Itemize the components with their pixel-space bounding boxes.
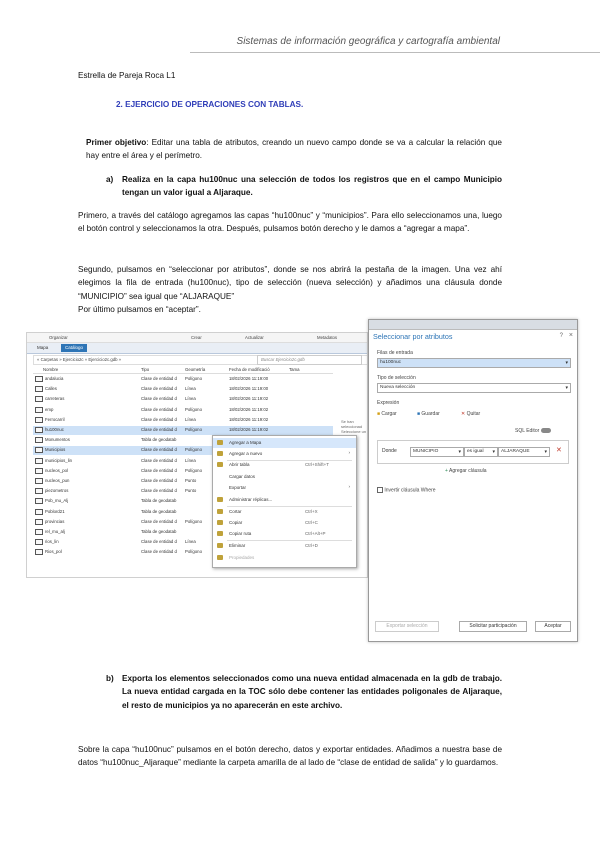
selection-type-select[interactable] [377, 383, 571, 393]
item-b-label: b) [106, 674, 114, 683]
folder-icon: ■ [377, 411, 381, 417]
feature-class-icon [35, 468, 43, 474]
table-cell: Punto [185, 488, 197, 494]
feature-class-icon [35, 519, 43, 525]
cell [229, 407, 268, 412]
table-cell: Monumentos [45, 437, 70, 443]
cell [185, 458, 196, 463]
menu-item-arrow: › [348, 484, 350, 489]
context-menu-item[interactable] [213, 553, 356, 563]
section-title: 2. EJERCICIO DE OPERACIONES CON TABLAS. [116, 100, 304, 109]
table-cell: Clase de entidad d [141, 376, 177, 381]
feature-class-icon [35, 549, 43, 555]
cell [141, 407, 177, 412]
table-cell: Polígono [185, 406, 202, 412]
table-cell: Polígono [185, 549, 202, 555]
context-menu [212, 435, 357, 568]
feature-class-icon [35, 407, 43, 413]
selection-type-value: Nueva selección [380, 385, 416, 390]
context-menu-item[interactable] [213, 541, 356, 551]
menu-item-label: Copiar [229, 520, 243, 525]
cell [35, 549, 62, 555]
table-row[interactable] [33, 375, 333, 384]
menu-item-shortcut: Ctrl+X [305, 509, 318, 514]
table-cell: Tabla de geodatab [141, 529, 177, 534]
cell [141, 447, 177, 452]
close-icon[interactable]: × [568, 332, 573, 339]
catalog-screenshot [26, 332, 368, 578]
menu-item-label: Administrar réplicas... [229, 497, 273, 502]
table-cell: rios_lin [45, 539, 59, 545]
table-cell: emp [45, 406, 54, 412]
menu-item-icon [217, 555, 223, 560]
table-cell: Clase de entidad d [141, 386, 177, 392]
cell [185, 549, 202, 554]
cell [35, 519, 64, 525]
table-row[interactable] [33, 416, 333, 425]
tab-mapa[interactable]: Mapa [37, 345, 49, 350]
cell [35, 376, 63, 382]
table-cell: 18/02/2026 11:19:00 [229, 386, 269, 392]
table-cell: hu100nuc [45, 427, 64, 433]
feature-class-icon [35, 498, 43, 504]
menu-item-icon [217, 543, 223, 548]
cell [229, 427, 268, 432]
cell [185, 386, 196, 391]
ribbon [27, 333, 367, 343]
chevron-down-icon: ▾ [565, 360, 568, 366]
column-geometria[interactable]: Geometría [185, 367, 206, 372]
menu-item-shortcut: Ctrl+D [305, 543, 318, 548]
operator-select[interactable] [464, 447, 498, 457]
cell [35, 427, 64, 433]
table-cell: 18/02/2026 11:19:00 [229, 376, 269, 381]
tab-catalogo[interactable]: Catálogo [61, 344, 87, 352]
ribbon-crear[interactable]: Crear [191, 335, 202, 340]
help-icon[interactable]: ? [559, 333, 563, 339]
table-cell: Línea [185, 386, 196, 392]
cell [35, 437, 70, 443]
ribbon-organizar[interactable]: Organizar [49, 335, 68, 340]
table-cell: Calles [45, 386, 57, 392]
table-header [33, 366, 333, 374]
menu-item-icon [217, 497, 223, 502]
column-tamano[interactable]: Tama [289, 367, 300, 372]
table-cell: 18/02/2026 11:19:02 [229, 406, 269, 412]
feature-class-icon [35, 458, 43, 464]
cell [141, 437, 176, 442]
cell [35, 458, 72, 464]
context-menu-item[interactable] [213, 483, 356, 493]
table-cell: Tabla de geodatab [141, 437, 177, 443]
menu-item-label: Copiar ruta [229, 531, 252, 536]
table-cell: Municipios [45, 447, 66, 453]
remove-icon: ✕ [461, 411, 466, 417]
plus-icon: + [445, 468, 448, 474]
value-select[interactable] [498, 447, 550, 457]
table-row[interactable] [33, 385, 333, 394]
select-by-attributes-dialog [368, 319, 578, 642]
field-select[interactable] [410, 447, 464, 457]
cell [35, 417, 65, 423]
menu-item-icon [217, 462, 223, 467]
table-cell: 18/02/2026 11:19:02 [229, 396, 269, 402]
menu-item-icon [217, 440, 223, 445]
table-cell: Polígono [185, 427, 202, 432]
table-cell: Clase de entidad d [141, 539, 177, 545]
cell [185, 417, 196, 422]
view-tabs [27, 343, 367, 354]
menu-item-shortcut: Ctrl+C [305, 520, 318, 525]
menu-item-icon [217, 531, 223, 536]
cell [141, 509, 176, 514]
cell [141, 417, 177, 422]
table-cell: Línea [185, 416, 196, 422]
cell [141, 529, 176, 534]
cell [185, 376, 202, 381]
input-rows-label: Filas de entrada [377, 350, 413, 356]
table-cell: Polígono [185, 376, 202, 381]
menu-item-arrow: › [348, 450, 350, 455]
menu-item-icon [217, 520, 223, 525]
feature-class-icon [35, 509, 43, 515]
paragraph-2-final: Por último pulsamos en “aceptar”. [78, 305, 201, 315]
menu-item-label: Cortar [229, 509, 242, 514]
add-clause-label: Agregar cláusula [449, 468, 487, 474]
table-cell: piezometros [45, 488, 69, 494]
item-a [106, 173, 502, 200]
feature-class-icon [35, 529, 43, 535]
cell [35, 539, 59, 545]
cell [35, 478, 69, 484]
feature-class-icon [35, 447, 43, 453]
cell [185, 488, 196, 493]
cell [185, 519, 202, 524]
cell [141, 478, 177, 483]
sql-editor-label: SQL Editor [515, 428, 540, 434]
cell [185, 396, 196, 401]
cell [35, 529, 65, 535]
page-header-title: Sistemas de información geográfica y cartografía ambiental [236, 36, 500, 47]
toggle-icon [541, 428, 551, 433]
invert-label: Invertir cláusula Where [384, 487, 436, 494]
cell [185, 539, 196, 544]
table-cell: Clase de entidad d [141, 447, 177, 453]
field-value: MUNICIPIO [413, 449, 439, 454]
table-cell: nucleos_pol [45, 467, 68, 473]
load-label: Cargar [381, 411, 397, 417]
clause-value: ALJARAQUE [501, 449, 530, 454]
table-cell: Línea [185, 457, 196, 463]
catalog-path[interactable]: « Carpetas » Ejercicio2c » Ejercicio2c.gdb » [33, 355, 368, 365]
cell [35, 396, 64, 402]
table-cell: Tabla de geodatab [141, 508, 177, 514]
feature-class-icon [35, 478, 43, 484]
ribbon-metadatos[interactable]: Metadatos [317, 335, 338, 340]
feature-class-icon [35, 539, 43, 545]
menu-item-label: Agregar a nuevo [229, 451, 263, 456]
cell [141, 549, 177, 554]
item-a-label: a) [106, 175, 114, 184]
cell [229, 396, 268, 401]
selection-type-label: Tipo de selección [377, 375, 416, 381]
input-rows-value: hu100nuc [380, 360, 402, 365]
table-cell: Clase de entidad d [141, 488, 177, 494]
input-rows-select[interactable] [377, 358, 571, 368]
cell [185, 407, 202, 412]
cell [35, 488, 68, 494]
feature-class-icon [35, 417, 43, 423]
menu-item-label: Propiedades [229, 555, 255, 560]
cell [141, 458, 177, 463]
chevron-down-icon: ▾ [458, 449, 461, 455]
cell [229, 417, 268, 422]
cell [141, 468, 177, 473]
cell [35, 468, 68, 474]
table-cell: Tabla de geodatab [141, 498, 177, 504]
invert-checkbox[interactable] [377, 487, 436, 493]
dialog-topbar [369, 320, 577, 330]
table-cell: Clase de entidad d [141, 549, 177, 555]
table-cell: Clase de entidad d [141, 467, 177, 473]
table-cell: Clase de entidad d [141, 427, 177, 432]
context-menu-item[interactable] [213, 507, 356, 517]
table-cell: Clase de entidad d [141, 518, 177, 524]
export-selection-button[interactable]: Exportar selección [375, 621, 439, 632]
column-tipo[interactable]: Tipo [141, 367, 150, 372]
clause-row [377, 440, 569, 464]
table-cell: Polígono [185, 518, 202, 524]
cell [141, 396, 177, 401]
paragraph-3: Sobre la capa “hu100nuc” pulsamos en el botón derecho, datos y exportar entidades. Añadimos a nuestra base de datos “hu100nuc_Aljaraque” mediante la carpeta amarilla de al lado de “clase de entidad de salida” y lo guardamos. [78, 745, 502, 768]
cell [229, 386, 268, 391]
table-cell: Pob_mu_Alj [45, 498, 69, 504]
feature-class-icon [35, 488, 43, 494]
catalog-search[interactable]: Buscar Ejercicio2c.gdb [257, 355, 362, 365]
load-button[interactable] [377, 411, 397, 417]
chevron-down-icon: ▾ [544, 449, 547, 455]
table-cell: Línea [185, 396, 196, 402]
table-cell: Clase de entidad d [141, 457, 177, 463]
table-cell: Ferrocarril [45, 416, 65, 422]
cell [185, 427, 202, 432]
menu-item-label: Agregar a Mapa [229, 440, 262, 445]
table-cell: 18/02/2026 11:19:02 [229, 416, 269, 422]
remove-button[interactable] [461, 411, 480, 417]
menu-item-label: Abrir tabla [229, 462, 250, 467]
menu-item-icon [217, 509, 223, 514]
cell [185, 468, 202, 473]
cell [141, 386, 177, 391]
item-b [106, 672, 502, 712]
table-cell: Clase de entidad d [141, 416, 177, 422]
cell [35, 407, 53, 413]
details-line-1: Se han seleccionad [341, 419, 363, 429]
objective-paragraph [86, 136, 502, 163]
context-menu-item[interactable] [213, 438, 356, 448]
ribbon-actualizar[interactable]: Actualizar [245, 335, 264, 340]
table-row[interactable] [33, 395, 333, 404]
cell [35, 498, 68, 504]
accept-button[interactable]: Aceptar [535, 621, 571, 632]
table-cell: Clase de entidad d [141, 406, 177, 412]
context-menu-item[interactable] [213, 449, 356, 459]
table-cell: Polígono [185, 467, 202, 473]
table-cell: carreteras [45, 396, 65, 402]
table-cell: rel_mu_alj [45, 529, 65, 535]
table-cell: Clase de entidad d [141, 396, 177, 402]
menu-item-icon [217, 451, 223, 456]
details-line-2: Seleccione un [341, 429, 367, 434]
cell [35, 447, 65, 453]
table-cell: Polígono [185, 447, 202, 453]
context-menu-item[interactable] [213, 518, 356, 528]
table-cell: Punto [185, 478, 197, 483]
cell [141, 488, 177, 493]
cell [35, 509, 65, 515]
feature-class-icon [35, 427, 43, 433]
cell [141, 498, 176, 503]
add-clause-button[interactable] [445, 468, 487, 474]
operator-value: es igual [467, 449, 484, 454]
menu-item-label: Eliminar [229, 543, 246, 548]
feature-class-icon [35, 376, 43, 382]
table-cell: Poblord21 [45, 508, 65, 514]
feature-class-icon [35, 396, 43, 402]
save-icon: ■ [417, 411, 421, 417]
cell [141, 376, 177, 381]
cell [141, 519, 177, 524]
menu-item-label: Exportar [229, 485, 247, 490]
expression-label: Expresión [377, 400, 400, 406]
author-name: Estrella de Pareja Roca L1 [78, 71, 176, 80]
remove-clause-icon[interactable]: ✕ [556, 447, 562, 454]
cell [35, 386, 57, 392]
table-row[interactable] [33, 406, 333, 415]
save-button[interactable] [417, 411, 440, 417]
context-menu-item[interactable] [213, 495, 356, 505]
context-menu-item[interactable] [213, 472, 356, 482]
where-label: Donde [382, 448, 397, 454]
table-cell: 18/02/2026 11:19:02 [229, 427, 269, 432]
table-cell: provincias [45, 518, 65, 524]
objective-label: Primer objetivo [86, 138, 147, 147]
feature-class-icon [35, 437, 43, 443]
dialog-title: Seleccionar por atributos [373, 332, 453, 341]
feature-class-icon [35, 386, 43, 392]
table-cell: Línea [185, 539, 196, 545]
table-cell: municipios_lin [45, 457, 72, 463]
table-cell: Clase de entidad d [141, 478, 177, 483]
item-b-text: Exporta los elementos seleccionados como una nueva entidad almacenada en la gdb de trabajo. La nueva entidad cargada en la TOC sólo debe contener las entidades poligonales de Aljaraque, el resto de municipios ya no aparecerán en este archivo. [122, 674, 502, 710]
chevron-down-icon: ▾ [492, 449, 495, 455]
item-a-text: Realiza en la capa hu100nuc una selección de todos los registros que en el campo Municipio tengan un valor igual a Aljaraque. [122, 175, 502, 198]
chevron-down-icon: ▾ [565, 385, 568, 391]
menu-item-label: Cargar datos [229, 474, 256, 479]
column-fecha[interactable]: Fecha de modificació [229, 367, 270, 372]
cell [141, 427, 177, 432]
cell [141, 539, 177, 544]
save-label: Guardar [421, 411, 440, 417]
context-menu-item[interactable] [213, 460, 356, 470]
checkbox-icon [377, 487, 383, 493]
cell [229, 376, 268, 381]
remove-label: Quitar [466, 411, 481, 417]
table-row[interactable] [33, 426, 333, 435]
column-nombre[interactable]: Nombre [43, 367, 59, 372]
table-cell: nucleos_pun [45, 478, 70, 484]
menu-item-shortcut: Ctrl+Alt+P [305, 531, 326, 536]
paragraph-2 [78, 263, 502, 317]
header-divider [190, 52, 600, 53]
context-menu-item[interactable] [213, 529, 356, 539]
sql-editor-toggle[interactable] [515, 428, 551, 434]
request-participation-button[interactable]: Solicitar participación [459, 621, 527, 632]
cell [185, 478, 196, 483]
menu-item-shortcut: Ctrl+Shift+T [305, 462, 330, 467]
objective-text: : Editar una tabla de atributos, creando un nuevo campo donde se va a calcular la relación que hay entre el área y el perímetro. [86, 138, 502, 161]
paragraph-1: Primero, a través del catálogo agregamos las capas “hu100nuc” y “municipios”. Para ello seleccionamos una, luego el botón control y seleccionamos la otra. Después, pulsamos botón derecho y le damos a “agregar a mapa”. [78, 211, 502, 234]
cell [185, 447, 202, 452]
table-cell: andalucia [45, 376, 64, 382]
paragraph-2-text: Segundo, pulsamos en “seleccionar por atributos”, donde se nos abrirá la pestaña de la imagen. Una vez ahí elegimos la fila de entrada (hu100nuc), tipo de selección (nueva selección) y añadimos una cláusula donde “MUNICIPIO” sea igual que “ALJARAQUE” [78, 265, 502, 301]
table-cell: Rios_pol [45, 549, 62, 555]
